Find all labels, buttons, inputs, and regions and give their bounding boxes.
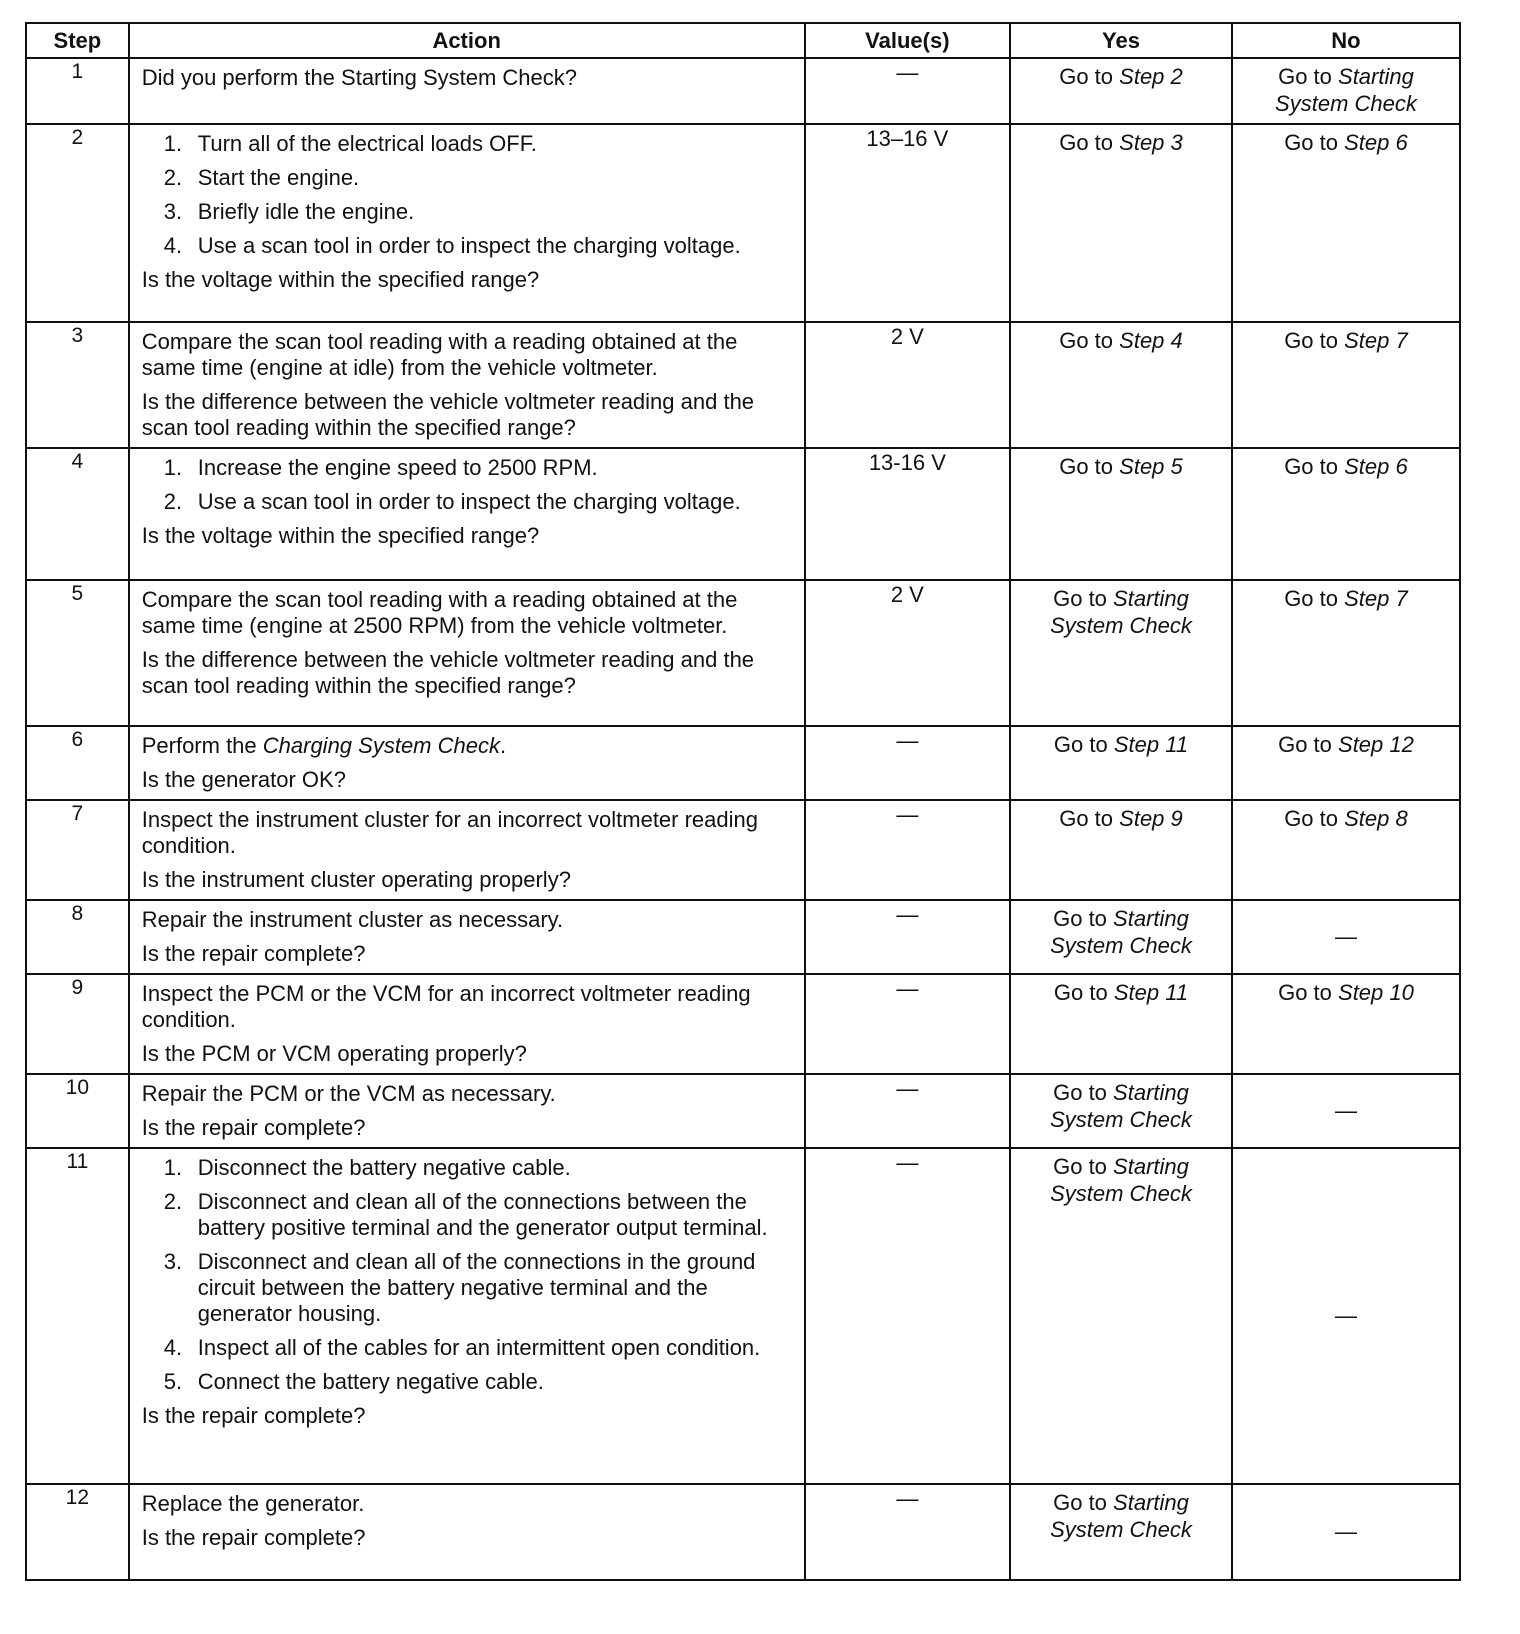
value-cell: — [805, 58, 1010, 124]
action-list-item [164, 455, 796, 481]
yes-cell [1010, 726, 1232, 800]
header-yes: Yes [1010, 23, 1232, 58]
step-number: 5 [26, 580, 129, 726]
diagnostic-table [25, 22, 1461, 1581]
goto-link[interactable]: Step 4 [1119, 328, 1183, 353]
action-text: Is the repair complete? [141, 1525, 366, 1550]
action-paragraph [142, 65, 796, 91]
action-list-item [164, 165, 796, 191]
value-cell: 13–16 V [805, 124, 1010, 322]
yes-cell [1010, 58, 1232, 124]
action-paragraph [142, 1081, 796, 1107]
list-item-number: 1. [163, 1155, 183, 1180]
yes-cell [1010, 322, 1232, 448]
action-cell [129, 124, 805, 322]
header-action: Action [129, 23, 805, 58]
step-number: 2 [26, 124, 129, 322]
list-item-number: 3. [163, 199, 183, 224]
action-paragraph [142, 267, 796, 293]
action-text-suffix: . [499, 733, 507, 758]
action-list-item [164, 1189, 796, 1241]
goto-link[interactable]: Step 12 [1338, 732, 1414, 757]
list-item-number: 3. [163, 1249, 183, 1274]
not-applicable-dash: — [1334, 1518, 1357, 1544]
procedure-sheet [25, 22, 1461, 1581]
action-cell [129, 448, 805, 580]
action-cell [129, 800, 805, 900]
list-item-text: Increase the engine speed to 2500 RPM. [197, 455, 598, 480]
action-paragraph [142, 733, 796, 759]
no-cell [1232, 124, 1460, 322]
no-cell [1232, 322, 1460, 448]
table-row [26, 124, 1460, 322]
goto-prefix: Go to [1053, 906, 1107, 931]
action-paragraph [142, 329, 796, 381]
value-cell: — [805, 800, 1010, 900]
list-item-number: 1. [163, 455, 183, 480]
goto-link[interactable]: Starting System Check [1050, 1490, 1192, 1542]
no-cell [1232, 1148, 1460, 1484]
action-paragraph [142, 867, 796, 893]
action-list-item [164, 131, 796, 157]
no-cell [1232, 580, 1460, 726]
goto-prefix: Go to [1053, 586, 1107, 611]
action-text: Perform the [141, 733, 263, 758]
table-row [26, 726, 1460, 800]
action-text: Repair the instrument cluster as necessary. [141, 907, 564, 932]
value-cell: — [805, 900, 1010, 974]
goto-link[interactable]: Step 6 [1344, 130, 1408, 155]
goto-prefix: Go to [1053, 980, 1108, 1005]
list-item-text: Disconnect and clean all of the connections between the battery positive terminal and the generator output terminal. [197, 1189, 768, 1240]
table-header-row [26, 23, 1460, 58]
action-list-item [164, 1249, 796, 1327]
goto-prefix: Go to [1059, 454, 1114, 479]
goto-link[interactable]: Step 3 [1119, 130, 1183, 155]
action-text: Repair the PCM or the VCM as necessary. [141, 1081, 556, 1106]
action-cell [129, 974, 805, 1074]
action-text: Is the difference between the vehicle voltmeter reading and the scan tool reading within the specified range? [141, 647, 755, 698]
goto-link[interactable]: Step 6 [1344, 454, 1408, 479]
action-paragraph [142, 389, 796, 441]
step-number: 3 [26, 322, 129, 448]
goto-prefix: Go to [1059, 806, 1114, 831]
yes-cell [1010, 1074, 1232, 1148]
action-paragraph [142, 907, 796, 933]
action-text: Is the voltage within the specified range? [141, 267, 540, 292]
goto-prefix: Go to [1059, 130, 1114, 155]
action-text: Inspect the PCM or the VCM for an incorrect voltmeter reading condition. [141, 981, 751, 1032]
action-paragraph [142, 767, 796, 793]
goto-link[interactable]: Starting System Check [1050, 586, 1192, 638]
goto-prefix: Go to [1053, 1154, 1107, 1179]
list-item-text: Inspect all of the cables for an intermittent open condition. [197, 1335, 761, 1360]
header-values: Value(s) [805, 23, 1010, 58]
goto-prefix: Go to [1053, 732, 1108, 757]
action-paragraph [142, 1525, 796, 1551]
not-applicable-dash: — [1334, 923, 1357, 949]
value-cell: — [805, 1148, 1010, 1484]
list-item-number: 2. [163, 1189, 183, 1214]
goto-prefix: Go to [1284, 454, 1338, 479]
action-cell [129, 1148, 805, 1484]
step-number: 8 [26, 900, 129, 974]
action-paragraph [142, 647, 796, 699]
action-list-item [164, 199, 796, 225]
table-row [26, 1484, 1460, 1580]
action-text: Replace the generator. [141, 1491, 365, 1516]
goto-prefix: Go to [1278, 64, 1332, 89]
goto-link[interactable]: Step 11 [1113, 980, 1189, 1005]
value-cell: — [805, 1074, 1010, 1148]
action-cell [129, 900, 805, 974]
goto-prefix: Go to [1284, 130, 1338, 155]
table-row [26, 580, 1460, 726]
list-item-number: 4. [163, 233, 183, 258]
value-cell: — [805, 726, 1010, 800]
yes-cell [1010, 900, 1232, 974]
yes-cell [1010, 448, 1232, 580]
value-cell: — [805, 1484, 1010, 1580]
goto-prefix: Go to [1278, 980, 1332, 1005]
action-paragraph [142, 941, 796, 967]
goto-prefix: Go to [1284, 328, 1338, 353]
goto-prefix: Go to [1059, 328, 1114, 353]
list-item-text: Briefly idle the engine. [197, 199, 415, 224]
header-step: Step [26, 23, 129, 58]
table-row [26, 1074, 1460, 1148]
list-item-number: 5. [163, 1369, 183, 1394]
goto-link[interactable]: Starting System Check [1275, 64, 1417, 116]
action-text: Did you perform the Starting System Check? [141, 65, 578, 90]
step-number: 11 [26, 1148, 129, 1484]
no-cell [1232, 1484, 1460, 1580]
action-paragraph [142, 1491, 796, 1517]
list-item-number: 2. [163, 489, 183, 514]
step-number: 6 [26, 726, 129, 800]
goto-link[interactable]: Step 7 [1344, 586, 1408, 611]
list-item-text: Disconnect and clean all of the connections in the ground circuit between the battery negative terminal and the generator housing. [197, 1249, 756, 1326]
action-text: Is the PCM or VCM operating properly? [141, 1041, 527, 1066]
goto-link[interactable]: Step 10 [1338, 980, 1414, 1005]
action-text: Is the repair complete? [141, 941, 366, 966]
yes-cell [1010, 580, 1232, 726]
action-paragraph [142, 1041, 796, 1067]
header-no: No [1232, 23, 1460, 58]
goto-prefix: Go to [1059, 64, 1114, 89]
list-item-number: 2. [163, 165, 183, 190]
list-item-text: Use a scan tool in order to inspect the charging voltage. [197, 233, 741, 258]
list-item-text: Disconnect the battery negative cable. [197, 1155, 571, 1180]
action-text: Is the instrument cluster operating properly? [141, 867, 571, 892]
action-text: Is the repair complete? [141, 1403, 366, 1428]
yes-cell [1010, 974, 1232, 1074]
action-list-item [164, 1369, 796, 1395]
action-paragraph [142, 1115, 796, 1141]
action-paragraph [142, 807, 796, 859]
list-item-text: Use a scan tool in order to inspect the charging voltage. [197, 489, 741, 514]
action-list-item [164, 1155, 796, 1181]
goto-link[interactable]: Step 7 [1344, 328, 1408, 353]
goto-link[interactable]: Step 2 [1119, 64, 1183, 89]
no-cell [1232, 726, 1460, 800]
action-text: Is the voltage within the specified range? [141, 523, 540, 548]
table-row [26, 900, 1460, 974]
table-row [26, 1148, 1460, 1484]
action-text: Is the difference between the vehicle voltmeter reading and the scan tool reading within the specified range? [141, 389, 755, 440]
table-row [26, 322, 1460, 448]
action-paragraph [142, 523, 796, 549]
goto-prefix: Go to [1053, 1490, 1107, 1515]
action-cell [129, 58, 805, 124]
table-row [26, 448, 1460, 580]
list-item-text: Turn all of the electrical loads OFF. [197, 131, 537, 156]
action-list-item [164, 1335, 796, 1361]
goto-link[interactable]: Step 8 [1344, 806, 1408, 831]
goto-link[interactable]: Step 5 [1119, 454, 1183, 479]
table-body [26, 58, 1460, 1580]
table-row [26, 974, 1460, 1074]
step-number: 9 [26, 974, 129, 1074]
action-text: Inspect the instrument cluster for an incorrect voltmeter reading condition. [141, 807, 758, 858]
action-paragraph [142, 587, 796, 639]
action-cell [129, 1484, 805, 1580]
action-reference: Charging System Check [262, 733, 500, 758]
not-applicable-dash: — [1334, 1097, 1357, 1123]
step-number: 7 [26, 800, 129, 900]
action-text: Compare the scan tool reading with a reading obtained at the same time (engine at idle) from the vehicle voltmeter. [141, 329, 738, 380]
goto-link[interactable]: Starting System Check [1050, 1154, 1192, 1206]
action-cell [129, 322, 805, 448]
value-cell: — [805, 974, 1010, 1074]
action-list-item [164, 233, 796, 259]
goto-prefix: Go to [1053, 1080, 1107, 1105]
yes-cell [1010, 124, 1232, 322]
action-text: Compare the scan tool reading with a reading obtained at the same time (engine at 2500 RPM) from the vehicle voltmeter. [141, 587, 738, 638]
action-text: Is the generator OK? [141, 767, 346, 792]
action-cell [129, 1074, 805, 1148]
step-number: 10 [26, 1074, 129, 1148]
table-row [26, 58, 1460, 124]
goto-prefix: Go to [1278, 732, 1332, 757]
list-item-number: 4. [163, 1335, 183, 1360]
no-cell [1232, 58, 1460, 124]
goto-prefix: Go to [1284, 586, 1338, 611]
value-cell: 2 V [805, 580, 1010, 726]
goto-link[interactable]: Starting System Check [1050, 906, 1192, 958]
list-item-text: Connect the battery negative cable. [197, 1369, 544, 1394]
value-cell: 13-16 V [805, 448, 1010, 580]
no-cell [1232, 1074, 1460, 1148]
table-row [26, 800, 1460, 900]
action-text: Is the repair complete? [141, 1115, 366, 1140]
goto-link[interactable]: Starting System Check [1050, 1080, 1192, 1132]
goto-prefix: Go to [1284, 806, 1338, 831]
step-number: 12 [26, 1484, 129, 1580]
yes-cell [1010, 1484, 1232, 1580]
yes-cell [1010, 1148, 1232, 1484]
list-item-number: 1. [163, 131, 183, 156]
list-item-text: Start the engine. [197, 165, 360, 190]
step-number: 1 [26, 58, 129, 124]
no-cell [1232, 974, 1460, 1074]
step-number: 4 [26, 448, 129, 580]
action-cell [129, 580, 805, 726]
no-cell [1232, 800, 1460, 900]
yes-cell [1010, 800, 1232, 900]
no-cell [1232, 448, 1460, 580]
value-cell: 2 V [805, 322, 1010, 448]
no-cell [1232, 900, 1460, 974]
action-paragraph [142, 1403, 796, 1429]
not-applicable-dash: — [1334, 1302, 1357, 1328]
goto-link[interactable]: Step 11 [1113, 732, 1189, 757]
action-list-item [164, 489, 796, 515]
action-paragraph [142, 981, 796, 1033]
goto-link[interactable]: Step 9 [1119, 806, 1183, 831]
action-cell [129, 726, 805, 800]
